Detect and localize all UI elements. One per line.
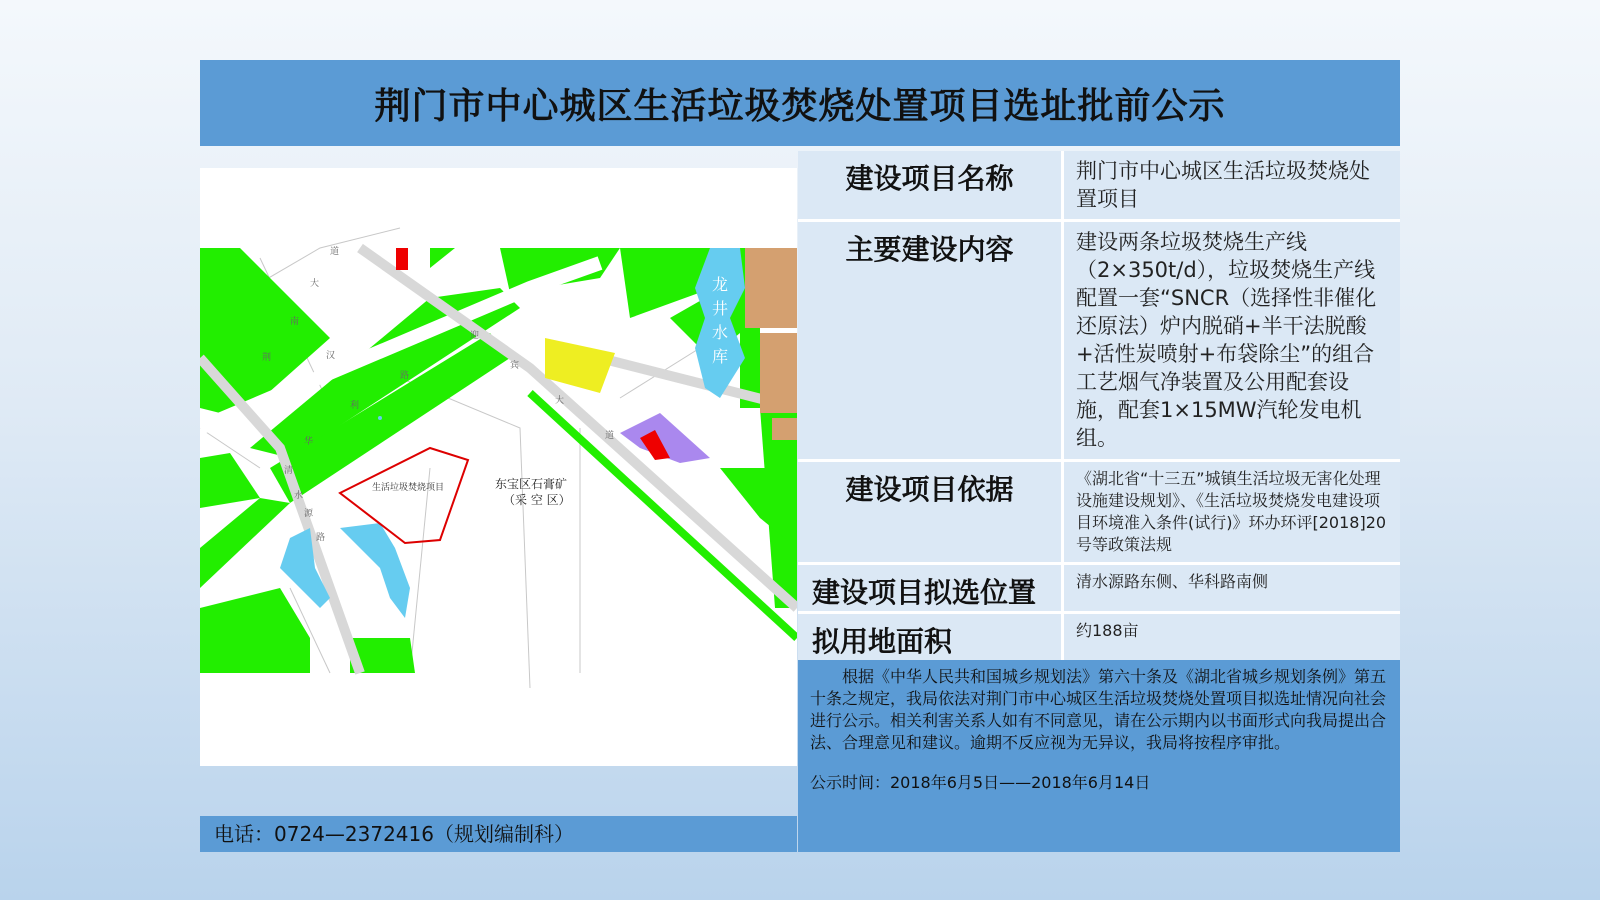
row-label: 建设项目依据 xyxy=(798,462,1064,565)
site-location-map xyxy=(200,168,797,766)
row-label: 建设项目拟选位置 xyxy=(798,565,1064,614)
row-value: 建设两条垃圾焚烧生产线（2×350t/d），垃圾焚烧生产线配置一套“SNCR（选择性非催化还原法）炉内脱硝+半干法脱酸+活性炭喷射+布袋除尘”的组合工艺烟气净装置及公用配套设施，配套1×15MW汽轮发电机组。 xyxy=(1064,222,1400,462)
svg-text:水: 水 xyxy=(712,323,729,342)
svg-text:荆: 荆 xyxy=(262,353,272,363)
red-block xyxy=(396,248,408,270)
notice-period: 公示时间：2018年6月5日——2018年6月14日 xyxy=(810,773,1151,792)
svg-text:路: 路 xyxy=(316,533,326,543)
row-label: 拟用地面积 xyxy=(798,614,1064,666)
svg-text:汉: 汉 xyxy=(326,351,336,361)
public-notice xyxy=(798,660,1400,852)
svg-text:清: 清 xyxy=(284,466,294,476)
row-value: 荆门市中心城区生活垃圾焚烧处置项目 xyxy=(1064,151,1400,222)
notice-text: 根据《中华人民共和国城乡规划法》第六十条及《湖北省城乡规划条例》第五十条之规定，我局依法对荆门市中心城区生活垃圾焚烧处置项目拟选址情况向社会进行公示。相关利害关系人如有不同意见，请在公示期内以书面形式向我局提出合法、合理意见和建议。逾期不反应视为无异议，我局将按程序审批。 xyxy=(810,667,1387,752)
contact-phone: 电话：0724—2372416（规划编制科） xyxy=(200,816,797,852)
row-value: 约188亩 xyxy=(1064,614,1400,666)
info-row xyxy=(798,614,1400,666)
svg-text:龙: 龙 xyxy=(712,275,729,294)
svg-text:宾: 宾 xyxy=(510,361,520,371)
svg-text:华: 华 xyxy=(304,437,314,447)
row-value: 清水源路东侧、华科路南侧 xyxy=(1064,565,1400,614)
svg-text:迎: 迎 xyxy=(470,331,480,341)
svg-text:利: 利 xyxy=(350,401,360,411)
row-value: 《湖北省“十三五”城镇生活垃圾无害化处理设施建设规划》、《生活垃圾焚烧发电建设项目环境准入条件(试行)》环办环评[2018]20号等政策法规 xyxy=(1064,462,1400,565)
page-title: 荆门市中心城区生活垃圾焚烧处置项目选址批前公示 xyxy=(200,60,1400,146)
svg-text:路: 路 xyxy=(400,371,410,381)
project-info-table xyxy=(798,151,1400,666)
row-label: 建设项目名称 xyxy=(798,151,1064,222)
row-label: 主要建设内容 xyxy=(798,222,1064,462)
mine-sublabel: （采 空 区） xyxy=(503,493,571,507)
svg-text:南: 南 xyxy=(290,317,300,327)
svg-text:水: 水 xyxy=(294,491,304,501)
svg-text:道: 道 xyxy=(605,431,615,441)
svg-text:大: 大 xyxy=(555,396,565,406)
info-row xyxy=(798,222,1400,462)
svg-text:大: 大 xyxy=(310,279,320,289)
svg-text:库: 库 xyxy=(712,347,729,366)
project-site-label: 生活垃圾焚烧项目 xyxy=(372,483,445,493)
info-row xyxy=(798,151,1400,222)
info-row xyxy=(798,565,1400,614)
info-row xyxy=(798,462,1400,565)
svg-text:井: 井 xyxy=(712,299,729,318)
svg-text:源: 源 xyxy=(304,509,314,519)
mine-label: 东宝区石膏矿 xyxy=(495,477,568,491)
svg-text:道: 道 xyxy=(330,247,340,257)
